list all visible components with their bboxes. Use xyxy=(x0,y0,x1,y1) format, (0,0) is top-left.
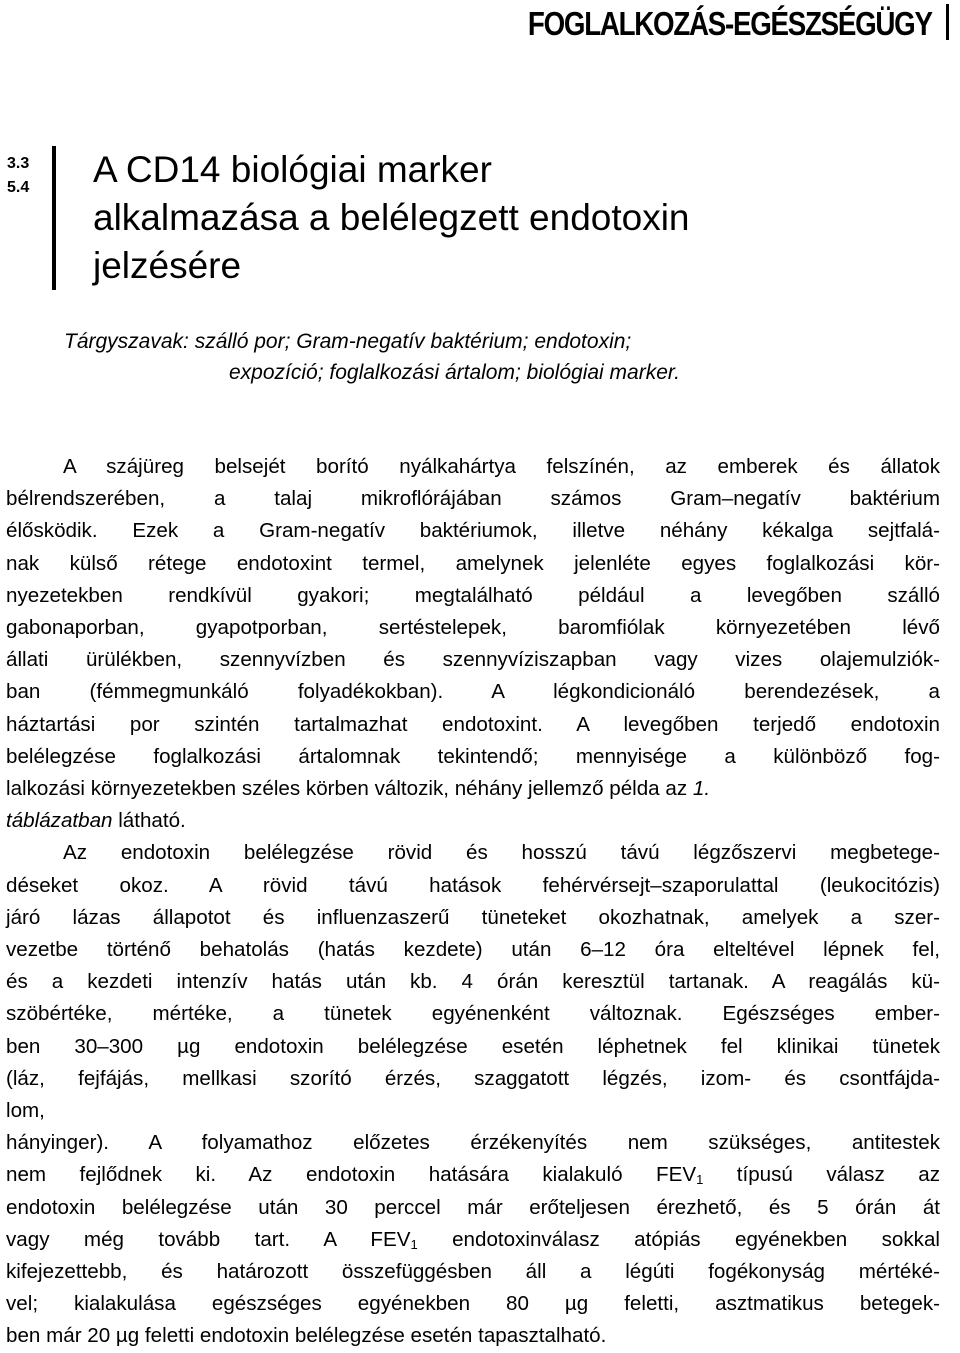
text-line: állati ürülékben, szennyvízben és szennyvíziszapban vagy vizes olajemulziók- xyxy=(6,648,940,672)
text-line: lom, xyxy=(6,1099,45,1123)
text-line: endotoxin belélegzése után 30 perccel már erőteljesen érezhető, és 5 órán át xyxy=(6,1195,940,1219)
text-segment: látható. xyxy=(112,809,186,833)
table-ref-number: 1. xyxy=(692,777,711,801)
fev-subscript: 1 xyxy=(696,1172,704,1188)
body-text xyxy=(6,451,940,1353)
fev-subscript: 1 xyxy=(410,1236,418,1252)
section-number-line: 3.3 xyxy=(7,155,30,172)
text-segment: lalkozási környezetekben széles körben változik, néhány jellemző példa az xyxy=(6,777,688,801)
text-line: vel; kialakulása egészséges egyénekben 80 µg feletti, asztmatikus betegek- xyxy=(6,1292,940,1316)
article-title-line: A CD14 biológiai marker xyxy=(93,149,492,190)
text-line: ben 30–300 µg endotoxin belélegzése esetén léphetnek fel klinikai tünetek xyxy=(6,1034,940,1058)
section-number xyxy=(7,152,43,200)
text-line: vezetbe történő behatolás (hatás kezdete) után 6–12 óra elteltével lépnek fel, xyxy=(6,938,940,962)
table-ref-text: táblázatban xyxy=(6,809,113,833)
text-segment: típusú válasz az xyxy=(703,1163,940,1187)
text-line: kifejezettebb, és határozott összefüggésben áll a légúti fogékonyság mértéké- xyxy=(6,1260,940,1284)
text-line: gabonaporban, gyapotporban, sertéstelepek, baromfiólak környezetében lévő xyxy=(6,616,940,640)
text-segment: vagy még tovább tart. A FEV xyxy=(6,1227,411,1251)
article-title-line: alkalmazása a belélegzett endotoxin xyxy=(93,197,690,238)
text-line: és a kezdeti intenzív hatás után kb. 4 órán keresztül tartanak. A reagálás kü- xyxy=(6,970,940,994)
text-line: nyezetekben rendkívül gyakori; megtalálható például a levegőben szálló xyxy=(6,583,940,607)
running-header: FOGLALKOZÁS-EGÉSZSÉGÜGY xyxy=(528,5,932,42)
text-line: háztartási por szintén tartalmazhat endotoxint. A levegőben terjedő endotoxin xyxy=(6,712,940,736)
article-title-line: jelzésére xyxy=(93,245,242,286)
text-line: élősködik. Ezek a Gram-negatív baktériumok, illetve néhány kékalga sejtfalá- xyxy=(6,519,940,543)
text-line: déseket okoz. A rövid távú hatások fehérvérsejt–szaporulattal (leukocitózis) xyxy=(6,873,940,897)
text-line: hányinger). A folyamathoz előzetes érzékenyítés nem szükséges, antitestek xyxy=(6,1131,940,1155)
keywords-line: Tárgyszavak: szálló por; Gram-negatív baktérium; endotoxin; xyxy=(64,330,632,353)
text-line: ban (fémmegmunkáló folyadékokban). A légkondicionáló berendezések, a xyxy=(6,680,940,704)
text-line: bélrendszerében, a talaj mikroflórájában számos Gram–negatív baktérium xyxy=(6,487,940,511)
text-line: szöbértéke, mértéke, a tünetek egyénenként változnak. Egészséges ember- xyxy=(6,1002,940,1026)
text-line: ben már 20 µg feletti endotoxin belélegzése esetén tapasztalható. xyxy=(6,1324,607,1348)
text-segment: endotoxinválasz atópiás egyénekben sokkal xyxy=(417,1227,940,1251)
keywords-line: expozíció; foglalkozási ártalom; biológiai marker. xyxy=(229,361,680,384)
keywords xyxy=(64,326,884,388)
article-title xyxy=(93,146,913,290)
text-line xyxy=(6,1224,940,1256)
text-line xyxy=(6,773,940,805)
text-line: nak külső rétege endotoxint termel, amelynek jelenléte egyes foglalkozási kör- xyxy=(6,551,940,575)
text-line xyxy=(6,805,940,837)
text-line: A szájüreg belsejét borító nyálkahártya felszínén, az emberek és állatok xyxy=(63,455,940,478)
text-line: (láz, fejfájás, mellkasi szorító érzés, szaggatott légzés, izom- és csontfájda- xyxy=(6,1066,940,1090)
header-rule xyxy=(946,4,949,40)
text-line: Az endotoxin belélegzése rövid és hosszú távú légzőszervi megbetege- xyxy=(63,841,940,865)
title-bar xyxy=(52,146,56,290)
text-line: járó lázas állapotot és influenzaszerű tüneteket okozhatnak, amelyek a szer- xyxy=(6,905,940,929)
text-segment: nem fejlődnek ki. Az endotoxin hatására kialakuló FEV xyxy=(6,1163,697,1187)
section-number-line: 5.4 xyxy=(7,179,30,196)
text-line: belélegzése foglalkozási ártalomnak tekintendő; mennyisége a különböző fog- xyxy=(6,744,940,768)
text-line xyxy=(6,1159,940,1191)
